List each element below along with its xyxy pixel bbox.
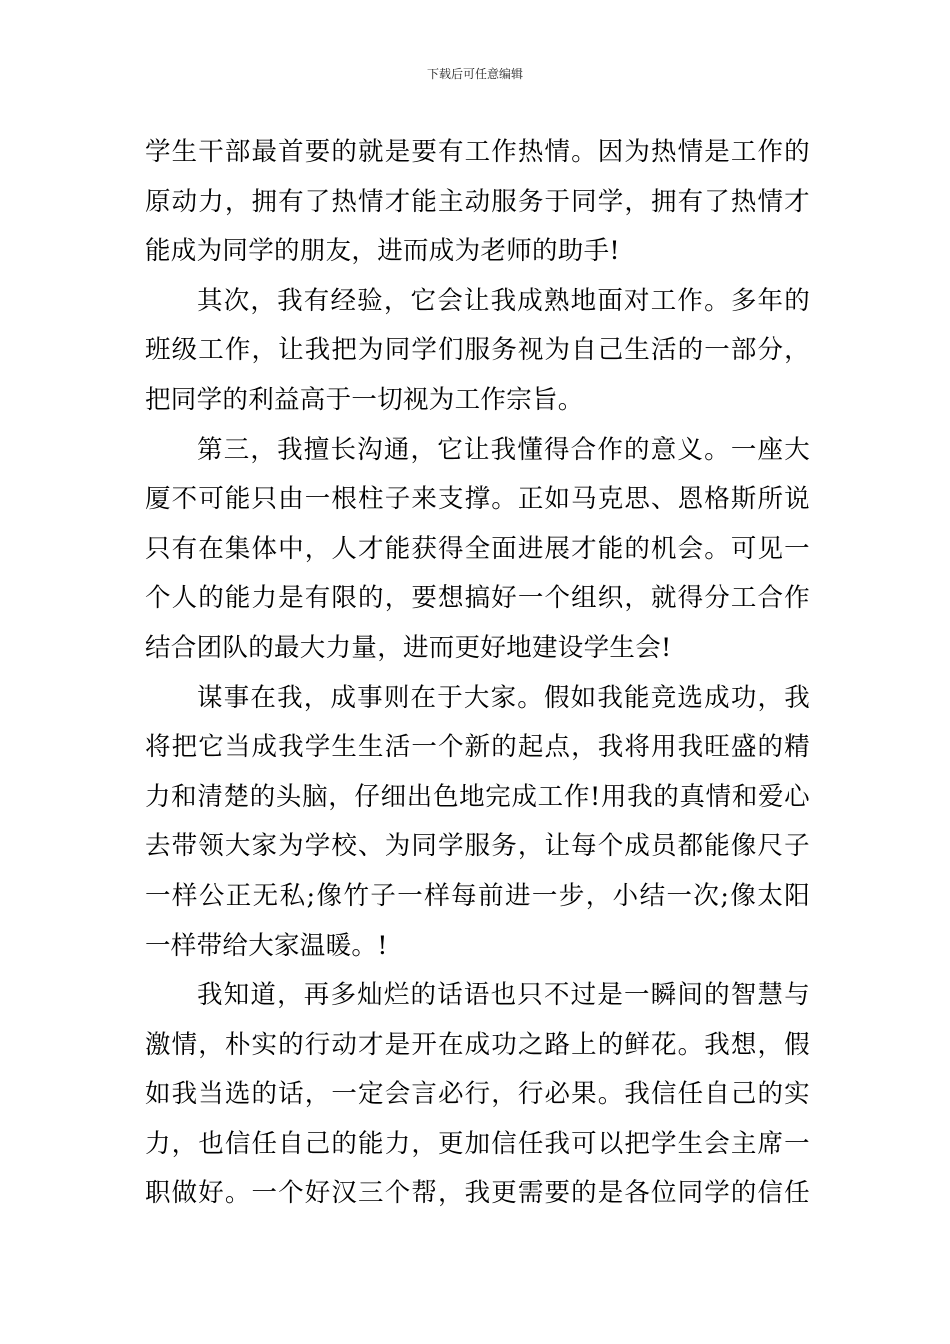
document-body: [145, 128, 810, 1219]
paragraph-line: 能成为同学的朋友，进而成为老师的助手!: [145, 236, 620, 267]
paragraph-4: [145, 674, 810, 972]
paragraph-5: [145, 971, 810, 1219]
paragraph-line: 职做好。一个好汉三个帮，我更需要的是各位同学的信任: [145, 1178, 810, 1209]
paragraph-3: [145, 426, 810, 674]
paragraph-line: 激情，朴实的行动才是开在成功之路上的鲜花。我想，假: [145, 1029, 810, 1060]
paragraph-line: 原动力，拥有了热情才能主动服务于同学，拥有了热情才: [145, 186, 810, 217]
paragraph-line: 第三，我擅长沟通，它让我懂得合作的意义。一座大: [197, 434, 810, 465]
paragraph-line: 将把它当成我学生生活一个新的起点，我将用我旺盛的精: [145, 732, 810, 763]
paragraph-line: 一样公正无私;像竹子一样每前进一步，小结一次;像太阳: [145, 880, 810, 911]
paragraph-line: 力和清楚的头脑，仔细出色地完成工作!用我的真情和爱心: [145, 781, 810, 812]
paragraph-line: 厦不可能只由一根柱子来支撑。正如马克思、恩格斯所说: [145, 484, 810, 515]
paragraph-line: 学生干部最首要的就是要有工作热情。因为热情是工作的: [145, 137, 810, 167]
paragraph-line: 我知道，再多灿烂的话语也只不过是一瞬间的智慧与: [197, 980, 810, 1011]
paragraph-line: 个人的能力是有限的，要想搞好一个组织，就得分工合作: [145, 583, 810, 614]
page-header: 下载后可任意编辑: [426, 67, 523, 81]
paragraph-line: 结合团队的最大力量，进而更好地建设学生会!: [145, 632, 672, 663]
paragraph-line: 去带领大家为学校、为同学服务，让每个成员都能像尺子: [145, 831, 810, 862]
paragraph-2: [145, 277, 810, 426]
paragraph-line: 如我当选的话，一定会言必行，行必果。我信任自己的实: [145, 1079, 810, 1110]
paragraph-line: 把同学的利益高于一切视为工作宗旨。: [145, 384, 584, 415]
paragraph-line: 班级工作，让我把为同学们服务视为自己生活的一部分，: [145, 335, 810, 366]
paragraph-line: 只有在集体中，人才能获得全面进展才能的机会。可见一: [145, 533, 810, 564]
paragraph-line: 一样带给大家温暖。!: [145, 930, 388, 961]
paragraph-line: 其次，我有经验，它会让我成熟地面对工作。多年的: [197, 285, 810, 316]
paragraph-line: 力，也信任自己的能力，更加信任我可以把学生会主席一: [145, 1128, 810, 1159]
paragraph-1: [145, 128, 810, 277]
paragraph-line: 谋事在我，成事则在于大家。假如我能竞选成功，我: [197, 682, 810, 713]
